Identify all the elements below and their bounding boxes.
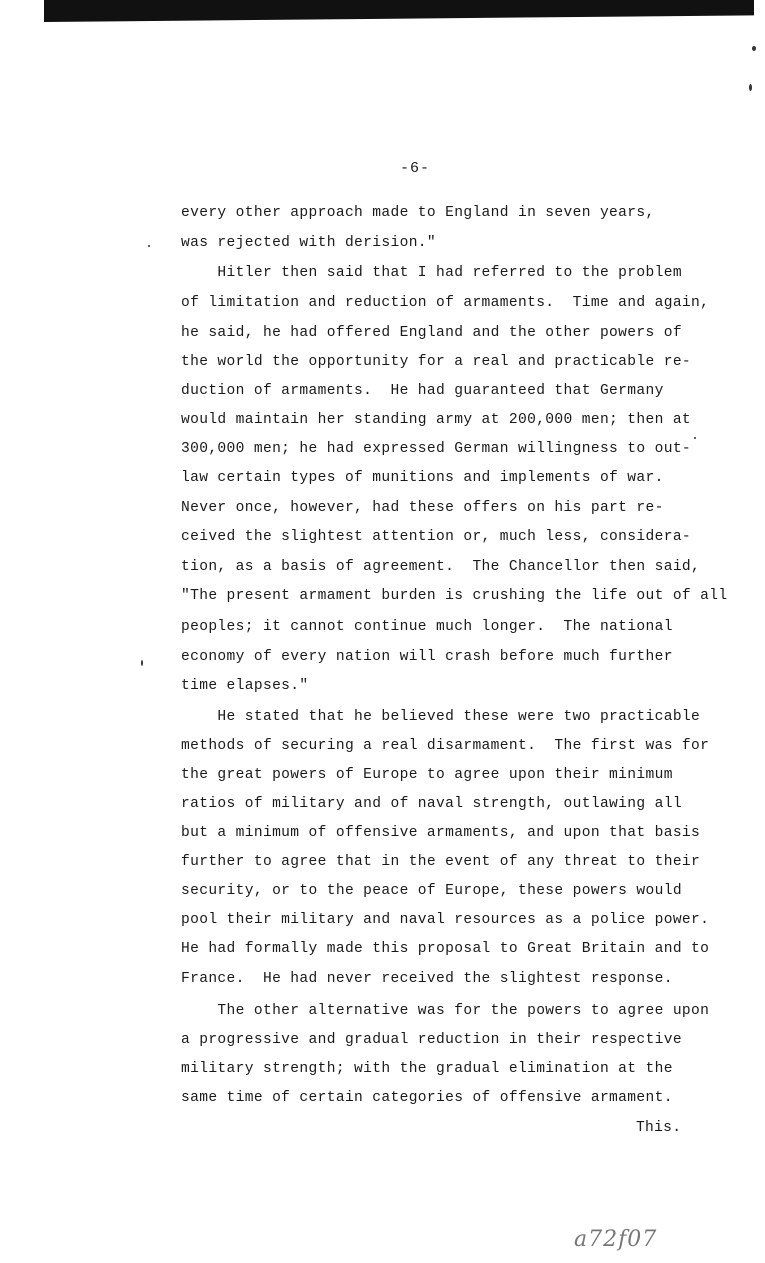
text-line: Never once, however, had these offers on his part re-: [181, 500, 664, 516]
scan-speck: [148, 245, 150, 247]
text-line: law certain types of munitions and implements of war.: [181, 470, 664, 486]
text-line: peoples; it cannot continue much longer. The national: [181, 619, 673, 635]
text-line: ratios of military and of naval strength, outlawing all: [181, 796, 682, 812]
text-line: pool their military and naval resources as a police power.: [181, 912, 710, 928]
text-line: tion, as a basis of agreement. The Chancellor then said,: [181, 559, 701, 575]
scan-speck: [749, 84, 752, 91]
text-line: he said, he had offered England and the other powers of: [181, 325, 682, 341]
text-line: military strength; with the gradual elimination at the: [181, 1061, 673, 1077]
text-line: of limitation and reduction of armaments. Time and again,: [181, 295, 710, 311]
text-line: the great powers of Europe to agree upon their minimum: [181, 767, 673, 783]
scan-speck: [141, 660, 143, 666]
text-line: every other approach made to England in seven years,: [181, 205, 655, 221]
text-line: but a minimum of offensive armaments, and upon that basis: [181, 825, 701, 841]
text-line: security, or to the peace of Europe, these powers would: [181, 883, 682, 899]
scan-speck: [694, 437, 696, 439]
page-number: -6-: [400, 160, 431, 177]
text-line: He stated that he believed these were two practicable: [181, 709, 701, 725]
text-line: The other alternative was for the powers to agree upon: [181, 1003, 710, 1019]
document-id: a72f07: [574, 1227, 658, 1252]
text-line: economy of every nation will crash before much further: [181, 649, 673, 665]
text-line: ceived the slightest attention or, much less, considera-: [181, 529, 692, 545]
text-line: further to agree that in the event of any threat to their: [181, 854, 701, 870]
text-line: time elapses.": [181, 678, 309, 694]
text-line: was rejected with derision.": [181, 235, 437, 251]
scan-speck: [752, 46, 756, 51]
text-line: "The present armament burden is crushing the life out of all: [181, 588, 728, 604]
text-line: same time of certain categories of offensive armament.: [181, 1090, 673, 1106]
text-line: 300,000 men; he had expressed German willingness to out-: [181, 441, 692, 457]
text-line: Hitler then said that I had referred to the problem: [181, 265, 682, 281]
scan-border-bar: [44, 0, 754, 22]
text-line: He had formally made this proposal to Great Britain and to: [181, 941, 710, 957]
text-line: would maintain her standing army at 200,000 men; then at: [181, 412, 692, 428]
text-line: the world the opportunity for a real and practicable re-: [181, 354, 692, 370]
text-line: a progressive and gradual reduction in their respective: [181, 1032, 682, 1048]
text-line: methods of securing a real disarmament. The first was for: [181, 738, 710, 754]
catch-word: This.: [636, 1120, 682, 1136]
text-line: France. He had never received the slightest response.: [181, 971, 673, 987]
text-line: duction of armaments. He had guaranteed that Germany: [181, 383, 664, 399]
